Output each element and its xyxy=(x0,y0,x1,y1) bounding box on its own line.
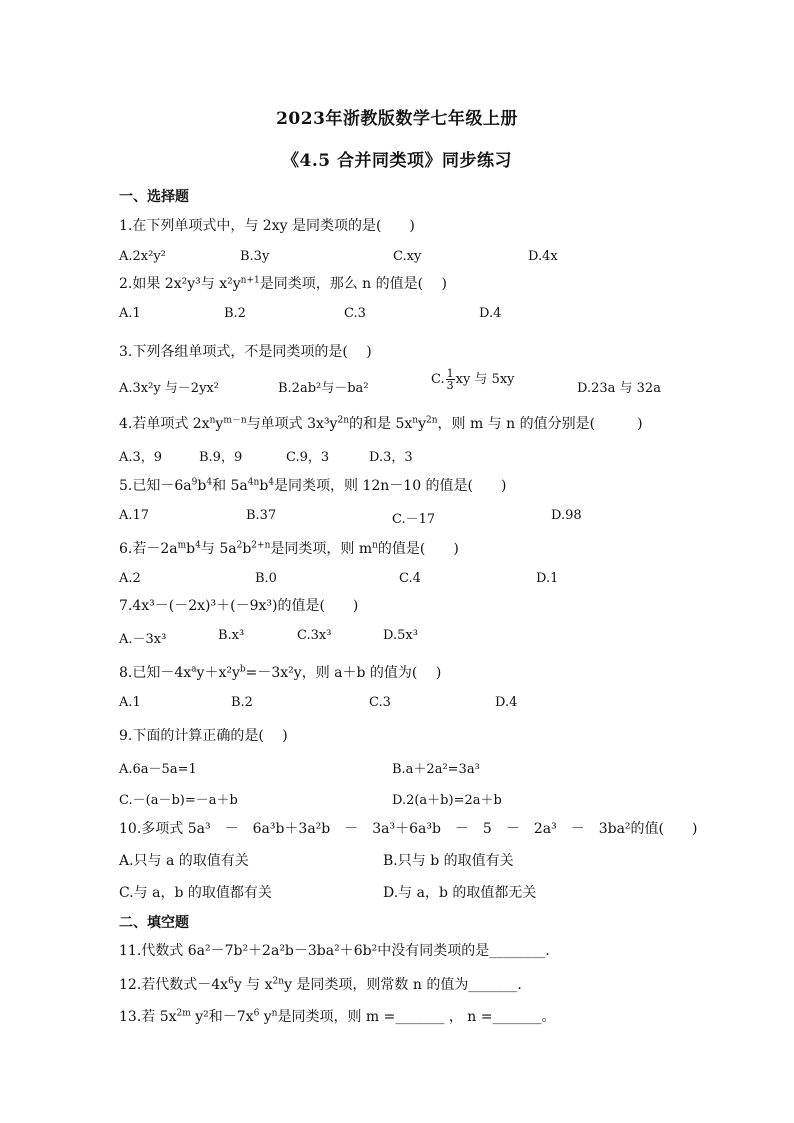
question-7-option-d: D.5x³ xyxy=(383,628,418,643)
question-8-stem-part: y＋x²y xyxy=(196,665,240,681)
question-9-option-a: A.6a－5a=1 xyxy=(119,762,197,777)
document-subtitle: 《4.5 合并同类项》同步练习 xyxy=(282,151,512,171)
question-1-option-c: C.xy xyxy=(393,249,422,264)
question-4-stem-part: ，则 m 与 n 的值分别是( ) xyxy=(437,416,643,432)
question-2-option-b: B.2 xyxy=(224,306,246,321)
question-12-stem-part: 12.若代数式－4x xyxy=(119,977,229,993)
question-4-exponent: n xyxy=(209,415,216,426)
question-3-option-d: D.23a 与 32a xyxy=(577,381,661,396)
question-4-exponent: 2n xyxy=(337,415,349,426)
question-9-option-c: C.－(a－b)=－a＋b xyxy=(119,793,238,808)
question-6-exponent: m xyxy=(177,540,187,551)
question-13-exponent: 2m xyxy=(176,1008,191,1019)
question-13-stem-part: y xyxy=(259,1009,272,1025)
question-6-option-b: B.0 xyxy=(255,571,277,586)
question-4-option-c: C.9，3 xyxy=(286,450,330,465)
question-8-stem xyxy=(119,662,441,682)
question-13-stem-part: 是同类项，则 m =_______ ， n =_______。 xyxy=(277,1009,556,1025)
question-13-exponent: 6 xyxy=(253,1008,260,1019)
question-4-option-d: D.3，3 xyxy=(369,450,413,465)
question-7-option-a: A.－3x³ xyxy=(119,632,167,647)
question-4-exponent: 2n xyxy=(425,415,438,426)
question-12-exponent: 2n xyxy=(272,976,285,987)
question-6-stem-part: b xyxy=(186,541,196,557)
question-8-exponent: a xyxy=(191,664,197,675)
question-6-exponent: 2+n xyxy=(251,540,271,551)
question-7-option-b: B.x³ xyxy=(218,628,245,643)
question-3-option-a: A.3x²y 与－2yx² xyxy=(119,381,219,396)
question-5-exponent: 9 xyxy=(191,477,198,488)
question-4-exponent: m－n xyxy=(223,415,247,426)
question-2-option-a: A.1 xyxy=(119,306,141,321)
question-4-option-b: B.9，9 xyxy=(199,450,243,465)
question-12-stem-part: y 与 x xyxy=(233,977,273,993)
question-3-option-b: B.2ab²与－ba² xyxy=(278,381,369,396)
question-5-option-a: A.17 xyxy=(119,508,150,523)
question-2-option-d: D.4 xyxy=(479,306,502,321)
question-6-stem-part: 与 5a xyxy=(200,541,237,557)
question-4-stem-part: y xyxy=(215,416,224,432)
question-6-exponent: 4 xyxy=(195,540,201,551)
question-3-stem: 3.下列各组单项式，不是同类项的是( ) xyxy=(119,344,372,360)
question-8-option-c: C.3 xyxy=(369,695,391,710)
question-9-option-d: D.2(a＋b)=2a＋b xyxy=(392,793,502,808)
question-5-stem-part: 是同类项，则 12n－10 的值是( ) xyxy=(274,478,507,494)
question-6-stem-part: 6.若－2a xyxy=(119,541,178,557)
question-5-exponent: 4 xyxy=(268,477,275,488)
question-11-stem: 11.代数式 6a²－7b²＋2a²b－3ba²＋6b²中没有同类项的是________. xyxy=(119,943,550,959)
question-4-stem-part: y xyxy=(418,416,426,432)
question-5-stem xyxy=(119,475,507,495)
question-4-stem-part: 与单项式 3x³y xyxy=(246,416,338,432)
question-8-stem-part: =－3x²y，则 a＋b 的值为( ) xyxy=(245,665,442,681)
question-9-stem: 9.下面的计算正确的是( ) xyxy=(119,728,288,744)
question-4-exponent: n xyxy=(412,415,419,426)
question-12-stem-part: y 是同类项，则常数 n 的值为_______. xyxy=(284,977,522,993)
question-6-stem-part: 的值是( ) xyxy=(377,541,459,557)
question-2-exponent: n+1 xyxy=(240,275,260,286)
section-heading-fill: 二、填空题 xyxy=(119,915,189,931)
question-10-option-c: C.与 a，b 的取值都有关 xyxy=(119,885,272,901)
question-2-stem-part: 2.如果 2x²y³与 x²y xyxy=(119,276,241,292)
question-1-option-a: A.2x²y² xyxy=(119,249,166,264)
question-4-stem-part: 4.若单项式 2x xyxy=(119,416,210,432)
question-10-option-a: A.只与 a 的取值有关 xyxy=(119,853,249,869)
question-5-exponent: 4 xyxy=(206,477,213,488)
fraction-one-third xyxy=(446,368,455,391)
question-10-option-b: B.只与 b 的取值有关 xyxy=(383,853,514,869)
question-12-exponent: 6 xyxy=(228,976,234,987)
section-heading-choice: 一、选择题 xyxy=(119,189,189,205)
fraction-numerator: 1 xyxy=(446,367,454,380)
question-8-exponent: b xyxy=(239,664,246,675)
question-6-stem-part: b xyxy=(242,541,252,557)
question-7-option-c: C.3x³ xyxy=(297,628,332,643)
question-8-option-d: D.4 xyxy=(495,695,518,710)
question-12-stem xyxy=(119,974,522,994)
fraction-denominator: 3 xyxy=(446,379,454,392)
question-1-option-d: D.4x xyxy=(528,249,558,264)
question-6-stem xyxy=(119,538,459,558)
question-4-option-a: A.3，9 xyxy=(119,450,163,465)
question-8-option-a: A.1 xyxy=(119,695,141,710)
question-2-option-c: C.3 xyxy=(344,306,366,321)
question-6-option-a: A.2 xyxy=(119,571,141,586)
question-8-option-b: B.2 xyxy=(231,695,253,710)
question-5-option-c: C.－17 xyxy=(392,512,436,527)
question-5-option-b: B.37 xyxy=(246,508,277,523)
question-9-option-b: B.a＋2a²=3a³ xyxy=(392,762,480,777)
question-13-exponent: n xyxy=(271,1008,278,1019)
question-13-stem xyxy=(119,1006,555,1026)
question-1-stem: 1.在下列单项式中，与 2xy 是同类项的是( ) xyxy=(119,218,415,234)
question-10-option-d: D.与 a，b 的取值都无关 xyxy=(383,885,537,901)
question-10-stem: 10.多项式 5a³ － 6a³b＋3a²b － 3a³＋6a³b － 5 － 2a³ － 3ba²的值( ) xyxy=(119,821,698,837)
question-2-stem-part: 是同类项，那么 n 的值是( ) xyxy=(259,276,447,292)
question-5-stem-part: 和 5a xyxy=(212,478,248,494)
question-4-stem xyxy=(119,413,643,433)
question-6-option-d: D.1 xyxy=(536,571,559,586)
question-3-option-c-text: xy 与 5xy xyxy=(455,372,515,387)
question-6-exponent: 2 xyxy=(236,540,243,551)
question-3-option-c xyxy=(431,368,515,391)
document-title: 2023年浙教版数学七年级上册 xyxy=(276,109,518,129)
question-5-stem-part: 5.已知－6a xyxy=(119,478,192,494)
question-6-exponent: n xyxy=(372,540,378,551)
question-7-stem: 7.4x³－(－2x)³＋(－9x³)的值是( ) xyxy=(119,598,359,614)
question-13-stem-part: y²和－7x xyxy=(190,1009,254,1025)
question-5-option-d: D.98 xyxy=(551,508,582,523)
question-1-option-b: B.3y xyxy=(240,249,270,264)
question-3-option-c-label: C. xyxy=(431,372,445,387)
question-5-stem-part: b xyxy=(259,478,269,494)
question-2-stem xyxy=(119,273,447,293)
question-5-exponent: 4n xyxy=(247,477,260,488)
question-13-stem-part: 13.若 5x xyxy=(119,1009,177,1025)
question-5-stem-part: b xyxy=(197,478,207,494)
question-6-option-c: C.4 xyxy=(399,571,421,586)
question-6-stem-part: 是同类项，则 m xyxy=(270,541,373,557)
question-8-stem-part: 8.已知－4x xyxy=(119,665,192,681)
question-4-stem-part: 的和是 5x xyxy=(349,416,413,432)
